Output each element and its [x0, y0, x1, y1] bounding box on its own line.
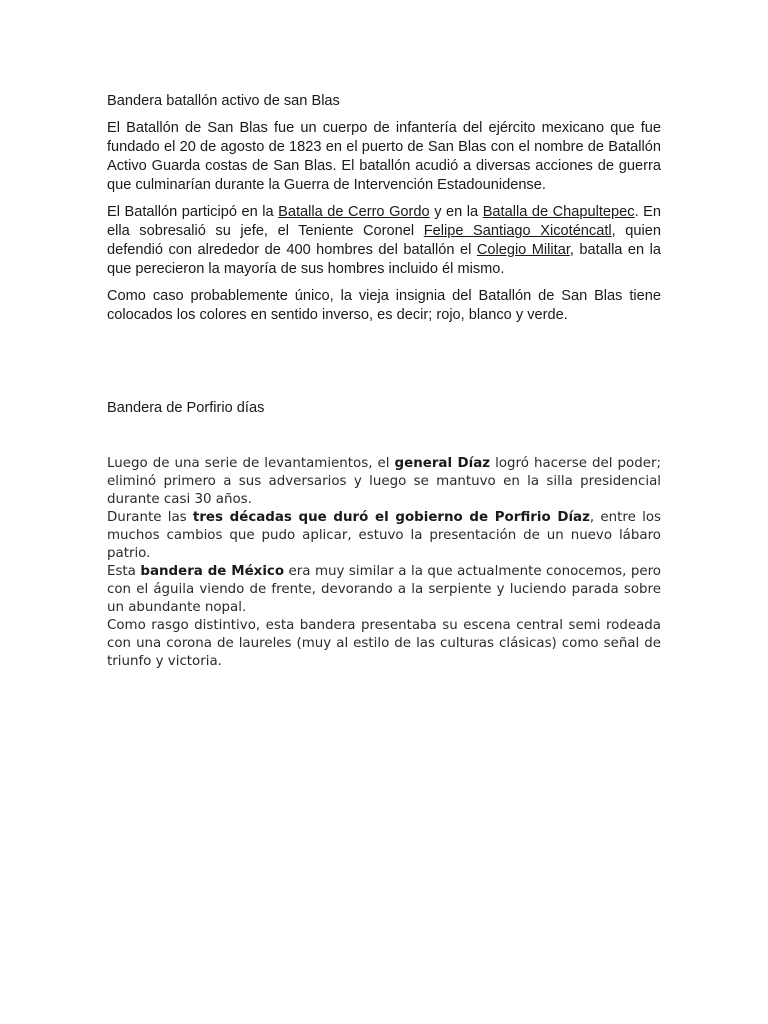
- text-run: , batalla en la que perecieron la mayoría de sus hombres incluido él mismo.: [107, 242, 661, 277]
- bold-text: general Díaz: [394, 456, 491, 471]
- bold-text: tres décadas que duró el gobierno de Porfirio Díaz: [192, 510, 590, 525]
- paragraph-san-blas-colors: Como caso probablemente único, la vieja insignia del Batallón de San Blas tiene colocados los colores en sentido inverso, es decir; rojo, blanco y verde.: [107, 288, 661, 323]
- paragraph-porfirio-flag: [107, 563, 661, 617]
- text-run: era muy similar a la que actualmente conocemos, pero con el águila viendo de frente, devorando a la serpiente y luciendo parada sobre un abundante nopal.: [107, 564, 661, 615]
- section-heading-porfirio: Bandera de Porfirio días: [107, 400, 265, 416]
- text-run: logró hacerse del poder; eliminó primero a sus adversarios y luego se mantuvo en la silla presidencial durante casi 30 años.: [107, 456, 662, 507]
- link-batalla-cerro-gordo[interactable]: Batalla de Cerro Gordo: [278, 204, 430, 220]
- text-run: El Batallón participó en la: [107, 204, 279, 220]
- text-run: , quien defendió con alrededor de 400 hombres del batallón el: [107, 223, 661, 258]
- text-run: . En ella sobresalió su jefe, el Teniente Coronel: [107, 204, 662, 239]
- link-colegio-militar[interactable]: Colegio Militar: [476, 242, 570, 258]
- link-batalla-chapultepec[interactable]: Batalla de Chapultepec: [482, 204, 635, 220]
- text-run: Esta: [107, 564, 141, 579]
- paragraph-san-blas-battles: [107, 203, 661, 279]
- paragraph-porfirio-decades: [107, 509, 661, 563]
- section-heading-san-blas: Bandera batallón activo de san Blas: [107, 93, 340, 109]
- text-run: , entre los muchos cambios que pudo aplicar, estuvo la presentación de un nuevo lábaro patrio.: [107, 510, 661, 561]
- section-porfirio: [107, 455, 661, 671]
- paragraph-san-blas-history: El Batallón de San Blas fue un cuerpo de infantería del ejército mexicano que fue fundado el 20 de agosto de 1823 en el puerto de San Blas con el nombre de Batallón Activo Guarda costas de San Blas. El batallón acudió a diversas acciones de guerra que culminarían durante la Guerra de Intervención Estadounidense.: [107, 120, 661, 193]
- text-run: y en la: [429, 204, 483, 220]
- bold-text: bandera de México: [140, 564, 285, 579]
- link-felipe-santiago-xicotencatl[interactable]: Felipe Santiago Xicoténcatl: [423, 223, 612, 239]
- text-run: Luego de una serie de levantamientos, el: [107, 456, 395, 471]
- paragraph-porfirio-rise: [107, 455, 661, 509]
- document-content: [107, 92, 662, 669]
- section-san-blas: [107, 92, 661, 325]
- paragraph-porfirio-laurels: Como rasgo distintivo, esta bandera presentaba su escena central semi rodeada con una corona de laureles (muy al estilo de las culturas clásicas) como señal de triunfo y victoria.: [107, 618, 661, 669]
- text-run: Durante las: [107, 510, 193, 525]
